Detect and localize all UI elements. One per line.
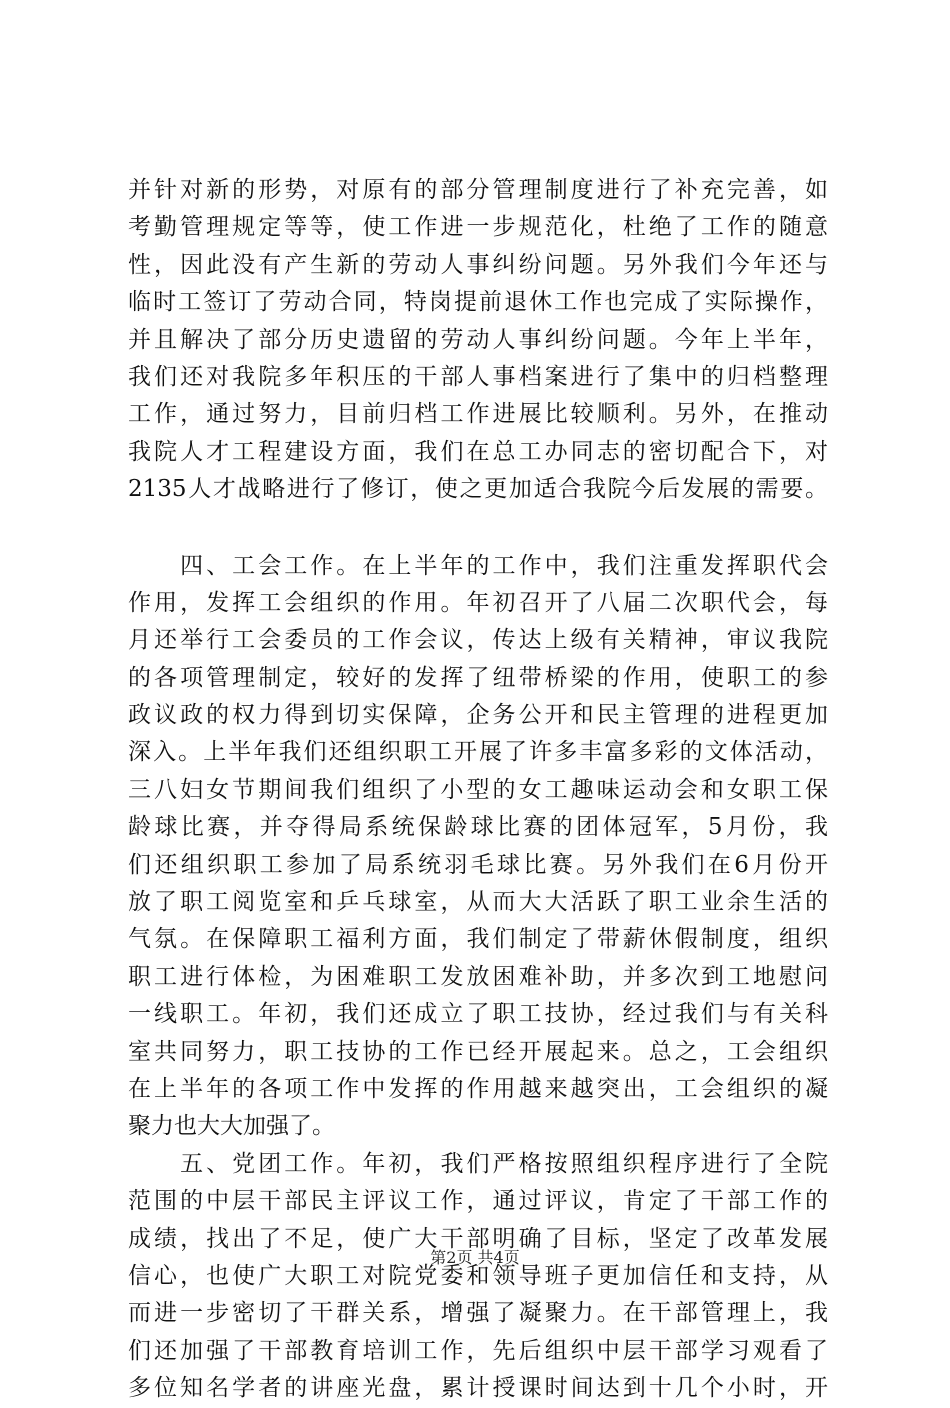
text-line: 政议政的权力得到切实保障，企务公开和民主管理的进程更加 <box>128 702 828 729</box>
text-line: 信心，也使广大职工对院党委和领导班子更加信任和支持，从 <box>128 1262 828 1289</box>
paragraph-spacer <box>128 509 828 548</box>
text-line: 放了职工阅览室和乒乓球室，从而大大活跃了职工业余生活的 <box>128 889 828 916</box>
text-line: 范围的中层干部民主评议工作，通过评议，肯定了干部工作的 <box>128 1188 828 1215</box>
text-line: 并且解决了部分历史遗留的劳动人事纠纷问题。今年上半年， <box>128 326 828 353</box>
text-line: 聚力也大大加强了。 <box>128 1113 335 1140</box>
text-line: 四、工会工作。在上半年的工作中，我们注重发挥职代会 <box>128 552 828 579</box>
text-line: 室共同努力，职工技协的工作已经开展起来。总之，工会组织 <box>128 1038 828 1065</box>
text-line: 而进一步密切了干群关系，增强了凝聚力。在干部管理上，我 <box>128 1300 828 1327</box>
text-line: 考勤管理规定等等，使工作进一步规范化，杜绝了工作的随意 <box>128 214 828 241</box>
text-line: 在上半年的各项工作中发挥的作用越来越突出，工会组织的凝 <box>128 1075 828 1102</box>
paragraph-party-work <box>128 1146 828 1408</box>
text-line: 气氛。在保障职工福利方面，我们制定了带薪休假制度，组织 <box>128 926 828 953</box>
text-line: 一线职工。年初，我们还成立了职工技协，经过我们与有关科 <box>128 1001 828 1028</box>
text-line: 的各项管理制定，较好的发挥了纽带桥梁的作用，使职工的参 <box>128 664 828 691</box>
text-line: 性，因此没有产生新的劳动人事纠纷问题。另外我们今年还与 <box>128 251 828 278</box>
text-line: 五、党团工作。年初，我们严格按照组织程序进行了全院 <box>128 1150 828 1177</box>
text-line: 们还加强了干部教育培训工作，先后组织中层干部学习观看了 <box>128 1337 828 1364</box>
paragraph-personnel <box>128 172 828 509</box>
text-line: 职工进行体检，为困难职工发放困难补助，并多次到工地慰问 <box>128 963 828 990</box>
text-line: 深入。上半年我们还组织职工开展了许多丰富多彩的文体活动， <box>128 739 828 766</box>
text-line: 月还举行工会委员的工作会议，传达上级有关精神，审议我院 <box>128 627 828 654</box>
text-line: 我院人才工程建设方面，我们在总工办同志的密切配合下，对 <box>128 438 828 465</box>
text-line: 工作，通过努力，目前归档工作进展比较顺利。另外，在推动 <box>128 401 828 428</box>
page-number-footer: 第2页 共4页 <box>430 1248 520 1267</box>
text-line: 多位知名学者的讲座光盘，累计授课时间达到十几个小时，开 <box>128 1375 828 1402</box>
text-line: 龄球比赛，并夺得局系统保龄球比赛的团体冠军，5月份，我 <box>128 814 828 841</box>
text-line: 临时工签订了劳动合同，特岗提前退休工作也完成了实际操作， <box>128 289 828 316</box>
text-line: 三八妇女节期间我们组织了小型的女工趣味运动会和女职工保 <box>128 776 828 803</box>
paragraph-union-work <box>128 548 828 1146</box>
document-body <box>128 172 828 1408</box>
text-line: 2135人才战略进行了修订，使之更加适合我院今后发展的需要。 <box>128 476 828 503</box>
text-line: 们还组织职工参加了局系统羽毛球比赛。另外我们在6月份开 <box>128 851 828 878</box>
text-line: 我们还对我院多年积压的干部人事档案进行了集中的归档整理 <box>128 363 828 390</box>
text-line: 并针对新的形势，对原有的部分管理制度进行了补充完善，如 <box>128 177 828 203</box>
text-line: 作用，发挥工会组织的作用。年初召开了八届二次职代会，每 <box>128 589 828 616</box>
text-line: 成绩，找出了不足，使广大干部明确了目标，坚定了改革发展 <box>128 1225 828 1252</box>
